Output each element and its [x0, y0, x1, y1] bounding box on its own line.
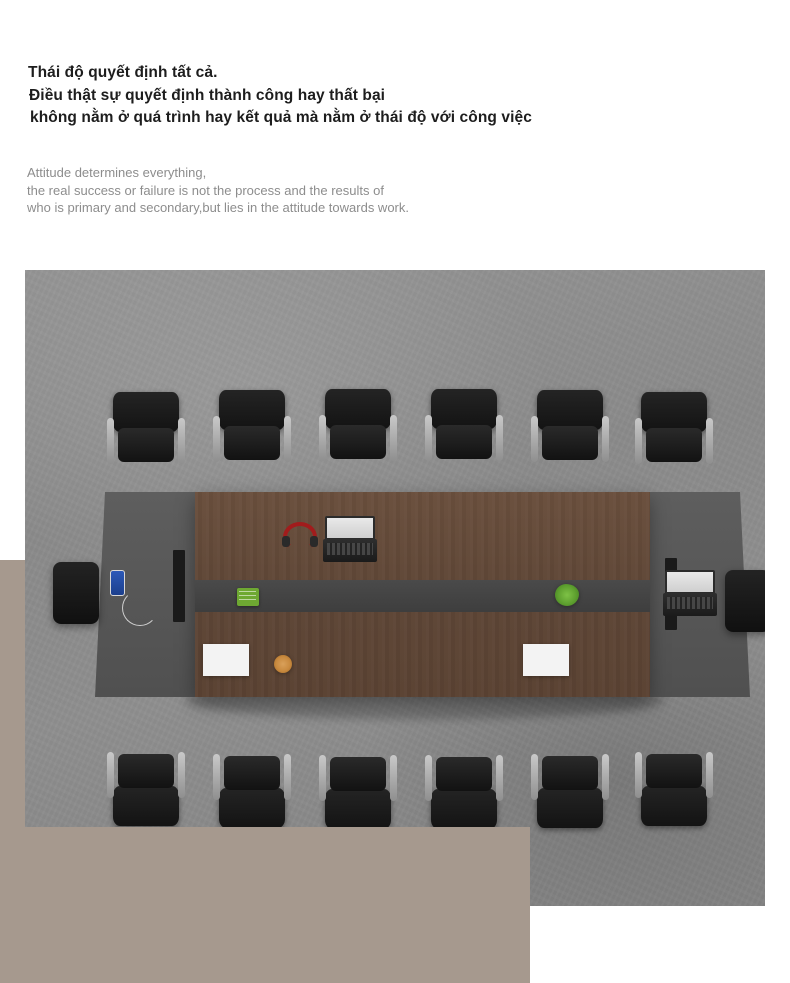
- notepad: [237, 588, 259, 606]
- laptop-screen: [325, 516, 375, 540]
- conference-table-photo: [25, 270, 765, 906]
- chair-arm-right: [390, 755, 397, 801]
- chair-arm-left: [531, 754, 538, 800]
- chair-top-4: [423, 389, 505, 475]
- laptop-left: [323, 516, 377, 562]
- laptop-keyboard: [323, 539, 377, 562]
- chair-bottom-4: [423, 743, 505, 829]
- laptop-keyboard: [663, 593, 717, 616]
- paper-left: [203, 644, 249, 676]
- chair-bottom-5: [529, 742, 611, 828]
- subheadline-line-1: Attitude determines everything,: [27, 165, 207, 180]
- chair-seat: [118, 754, 174, 788]
- chair-backrest: [431, 389, 497, 429]
- chair-top-6: [633, 392, 715, 478]
- chair-arm-left: [213, 416, 220, 462]
- chair-arm-left: [531, 416, 538, 462]
- headline-line-2: Điều thật sự quyết định thành công hay thất bại: [29, 86, 386, 104]
- chair-seat: [542, 756, 598, 790]
- chair-seat: [646, 754, 702, 788]
- chair-arm-right: [602, 754, 609, 800]
- chair-top-5: [529, 390, 611, 476]
- chair-backrest: [219, 390, 285, 430]
- chair-top-1: [105, 392, 187, 478]
- chair-arm-right: [496, 755, 503, 801]
- chair-seat: [224, 426, 280, 460]
- chair-arm-right: [706, 752, 713, 798]
- subheadline-line-2: the real success or failure is not the process and the results of: [27, 182, 384, 198]
- chair-arm-right: [496, 415, 503, 461]
- laptop-screen: [665, 570, 715, 594]
- chair-backrest: [641, 786, 707, 826]
- chair-arm-left: [319, 415, 326, 461]
- chair-seat: [330, 757, 386, 791]
- accent-band-bottom: [0, 827, 530, 983]
- headline-line-3: không nằm ở quá trình hay kết quả mà nằm ở thái độ với công việc: [30, 109, 532, 126]
- chair-side-left: [53, 562, 99, 624]
- chair-arm-left: [635, 752, 642, 798]
- chair-bottom-1: [105, 740, 187, 826]
- paper-right: [523, 644, 569, 676]
- chair-arm-right: [602, 416, 609, 462]
- chair-arm-right: [390, 415, 397, 461]
- chair-bottom-3: [317, 743, 399, 829]
- chair-backrest: [641, 392, 707, 432]
- laptop-right: [663, 570, 721, 616]
- headline-line-1: Thái độ quyết định tất cả.: [28, 64, 218, 81]
- chair-bottom-6: [633, 740, 715, 826]
- chair-seat: [330, 425, 386, 459]
- headset: [283, 522, 317, 552]
- chair-seat: [224, 756, 280, 790]
- chair-arm-right: [706, 418, 713, 464]
- chair-arm-right: [178, 418, 185, 464]
- table-cable-trough: [195, 580, 650, 612]
- chair-arm-right: [284, 754, 291, 800]
- chair-seat: [118, 428, 174, 462]
- phone: [110, 570, 125, 596]
- chair-arm-left: [107, 418, 114, 464]
- chair-arm-right: [284, 416, 291, 462]
- chair-seat: [436, 757, 492, 791]
- chair-seat: [436, 425, 492, 459]
- chair-seat: [542, 426, 598, 460]
- chair-seat: [646, 428, 702, 462]
- chair-arm-left: [425, 755, 432, 801]
- chair-top-3: [317, 389, 399, 475]
- chair-side-right: [725, 570, 765, 632]
- power-tray-left: [173, 550, 185, 622]
- chair-backrest: [325, 789, 391, 829]
- chair-backrest: [537, 390, 603, 430]
- chair-backrest: [325, 389, 391, 429]
- chair-arm-right: [178, 752, 185, 798]
- chair-arm-left: [213, 754, 220, 800]
- chair-backrest: [537, 788, 603, 828]
- chair-backrest: [431, 789, 497, 829]
- chair-top-2: [211, 390, 293, 476]
- chair-backrest: [113, 392, 179, 432]
- chair-bottom-2: [211, 742, 293, 828]
- chair-arm-left: [319, 755, 326, 801]
- subheadline-line-3: who is primary and secondary,but lies in the attitude towards work.: [27, 200, 409, 215]
- chair-arm-left: [635, 418, 642, 464]
- charging-cable: [122, 590, 158, 626]
- chair-backrest: [219, 788, 285, 828]
- chair-arm-left: [425, 415, 432, 461]
- cup: [274, 655, 292, 673]
- chair-backrest: [113, 786, 179, 826]
- chair-arm-left: [107, 752, 114, 798]
